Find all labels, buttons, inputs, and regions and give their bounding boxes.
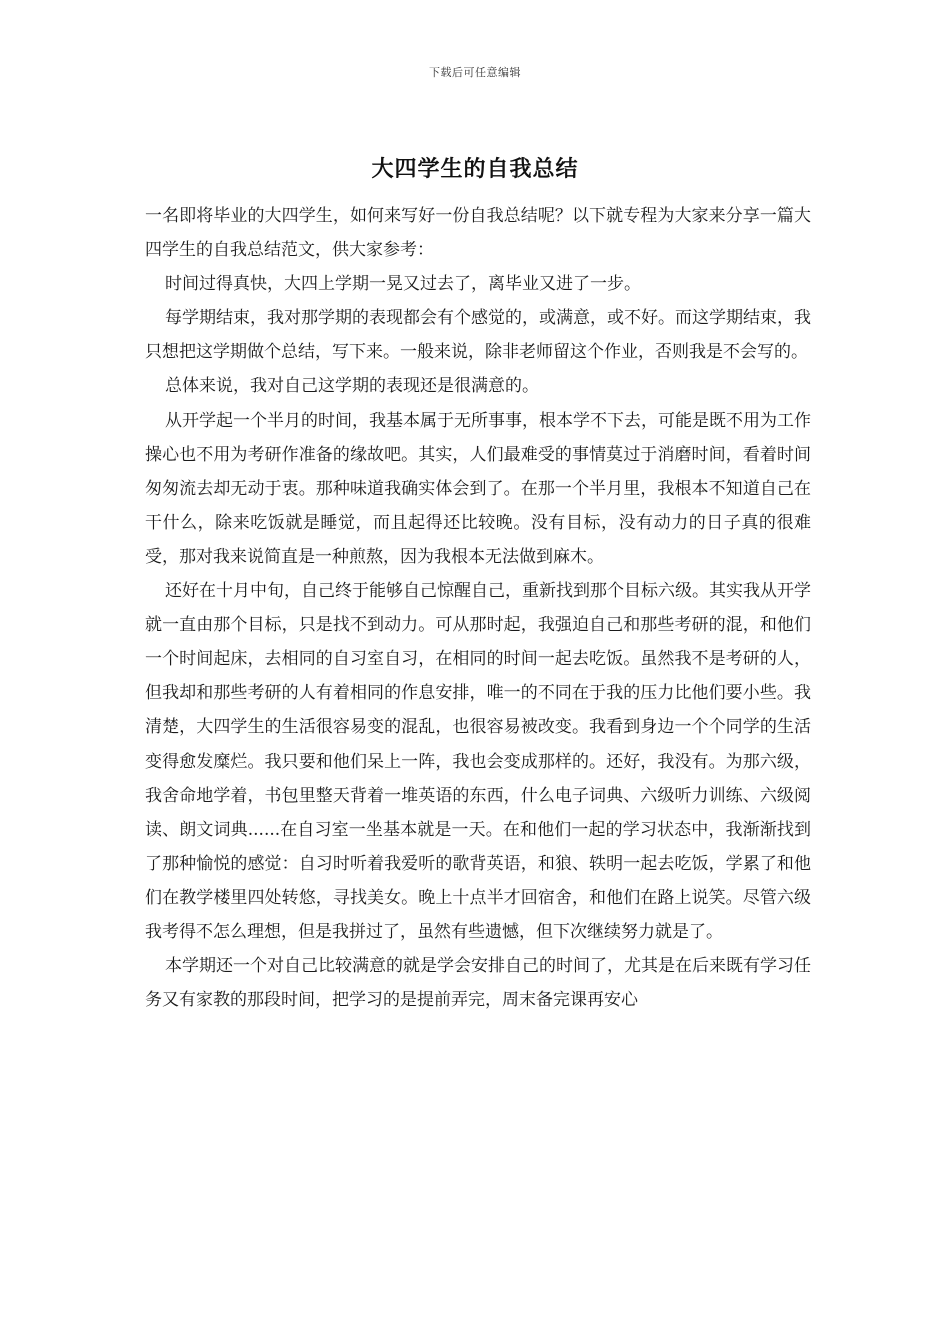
header-note: 下载后可任意编辑 — [429, 66, 521, 79]
body-paragraph: 时间过得真快，大四上学期一晃又过去了，离毕业又进了一步。 — [165, 274, 641, 295]
body-paragraph: 本学期还一个对自己比较满意的就是学会安排自己的时间了，尤其是在后来既有学习任务又有家教的那段时间，把学习的是提前弄完，周末备完课再安心 — [145, 956, 811, 1011]
body-paragraph: 从开学起一个半月的时间，我基本属于无所事事，根本学不下去，可能是既不用为工作操心也不用为考研作准备的缘故吧。其实，人们最难受的事情莫过于消磨时间，看着时间匆匆流去却无动于衷。那种味道我确实体会到了。在那一个半月里，我根本不知道自己在干什么，除来吃饭就是睡觉，而且起得还比较晚。没有目标，没有动力的日子真的很难受，那对我来说简直是一种煎熬，因为我根本无法做到麻木。 — [145, 410, 811, 567]
document-title: 大四学生的自我总结 — [371, 156, 579, 182]
document-body — [145, 199, 811, 1017]
intro-paragraph: 一名即将毕业的大四学生，如何来写好一份自我总结呢？以下就专程为大家来分享一篇大四学生的自我总结范文，供大家参考： — [145, 206, 811, 261]
body-paragraph: 每学期结束，我对那学期的表现都会有个感觉的，或满意，或不好。而这学期结束，我只想把这学期做个总结，写下来。一般来说，除非老师留这个作业，否则我是不会写的。 — [145, 308, 811, 363]
body-paragraph: 还好在十月中旬，自己终于能够自己惊醒自己，重新找到那个目标六级。其实我从开学就一直由那个目标，只是找不到动力。可从那时起，我强迫自己和那些考研的混，和他们一个时间起床，去相同的自习室自习，在相同的时间一起去吃饭。虽然我不是考研的人，但我却和那些考研的人有着相同的作息安排，唯一的不同在于我的压力比他们要小些。我清楚，大四学生的生活很容易变的混乱，也很容易被改变。我看到身边一个个同学的生活变得愈发糜烂。我只要和他们呆上一阵，我也会变成那样的。还好，我没有。为那六级，我舍命地学着，书包里整天背着一堆英语的东西，什么电子词典、六级听力训练、六级阅读、朗文词典......在自习室一坐基本就是一天。在和他们一起的学习状态中，我渐渐找到了那种愉悦的感觉：自习时听着我爱听的歌背英语，和狼、轶明一起去吃饭，学累了和他们在教学楼里四处转悠，寻找美女。晚上十点半才回宿舍，和他们在路上说笑。尽管六级我考得不怎么理想，但是我拼过了，虽然有些遗憾，但下次继续努力就是了。 — [145, 581, 811, 942]
body-paragraph: 总体来说，我对自己这学期的表现还是很满意的。 — [165, 376, 539, 397]
